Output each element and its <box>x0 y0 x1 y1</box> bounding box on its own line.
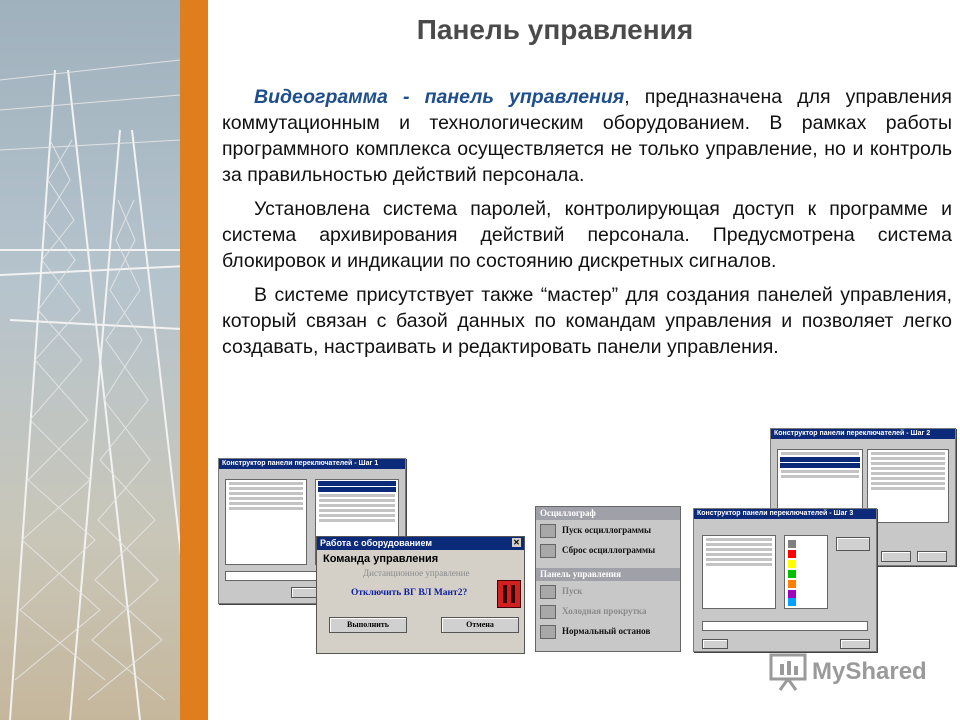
equipment-dialog-title: Работа с оборудованием ✕ <box>317 537 524 550</box>
equipment-dialog <box>316 536 525 654</box>
oscillograph-reset-row[interactable]: Сброс осциллограммы <box>536 540 680 560</box>
wizard-step2-back-button[interactable] <box>881 551 911 562</box>
wizard-step3-color-list[interactable] <box>784 535 828 609</box>
wizard-step2-next-button[interactable] <box>917 551 947 562</box>
start-button[interactable] <box>540 585 556 599</box>
presentation-icon <box>768 652 808 692</box>
wizard-step1-title: Конструктор панели переключателей - Шаг 1 <box>219 459 405 469</box>
oscillograph-start-button[interactable] <box>540 524 556 538</box>
control-mode-label: Дистанционное управление <box>363 568 470 578</box>
wizard-step3-window <box>693 508 877 652</box>
breaker-indicator[interactable] <box>497 580 521 608</box>
wizard-step1-tree[interactable] <box>225 479 307 565</box>
oscillograph-reset-button[interactable] <box>540 544 556 558</box>
wizard-step3-title: Конструктор панели переключателей - Шаг 3 <box>694 509 876 519</box>
wizard-step3-apply-button[interactable] <box>836 537 870 551</box>
wizard-step2-title: Конструктор панели переключателей - Шаг 2 <box>771 429 955 439</box>
cold-crank-button[interactable] <box>540 605 556 619</box>
paragraph-1-text: , предназначена для управления коммутационным и технологическим оборудованием. В рамках работы программного комплекса осуществляется не только управление, но и контроль за правильностью действий персонала. <box>222 86 952 186</box>
disconnect-question: Отключить ВГ ВЛ Мант2? <box>351 588 468 598</box>
logo-text: MyShared <box>812 658 927 685</box>
wizard-step2-right-list[interactable] <box>867 449 949 523</box>
cold-crank-row[interactable]: Холодная прокрутка <box>536 601 680 621</box>
wizard-step3-finish-button[interactable] <box>840 639 870 649</box>
oscillograph-title: Осциллограф <box>536 507 680 520</box>
myshared-logo <box>768 652 927 692</box>
normal-stop-button[interactable] <box>540 625 556 639</box>
paragraph-3: В системе присутствует также “мастер” для создания панелей управления, который связан с базой данных по командам управления и позволяет легко создавать, настраивать и редактировать панели управления. <box>222 284 952 358</box>
paragraph-2: Установлена система паролей, контролирующая доступ к программе и система архивирования действий персонала. Предусмотрена система блокировок и индикации по состоянию дискретных сигналов. <box>222 198 952 272</box>
slide-body <box>222 84 952 368</box>
accent-bar <box>180 0 208 720</box>
close-icon[interactable]: ✕ <box>513 538 520 547</box>
paragraph-1 <box>222 84 952 188</box>
page-title: Панель управления <box>416 14 694 45</box>
cancel-button[interactable]: Отмена <box>441 617 519 633</box>
wizard-step3-help-button[interactable] <box>702 639 728 649</box>
tower-photo <box>0 0 208 720</box>
wizard-step3-tree[interactable] <box>702 535 776 609</box>
oscillograph-panel <box>535 506 681 652</box>
normal-stop-row[interactable]: Нормальный останов <box>536 621 680 641</box>
oscillograph-start-row[interactable]: Пуск осциллограммы <box>536 520 680 540</box>
wizard-step3-name-field[interactable] <box>702 621 868 631</box>
start-row[interactable]: Пуск <box>536 581 680 601</box>
control-panel-title: Панель управления <box>536 568 680 581</box>
command-group-label: Команда управления <box>323 553 439 565</box>
execute-button[interactable]: Выполнить <box>329 617 407 633</box>
videogram-term: Видеограмма - панель управления <box>254 86 625 108</box>
wizard-step2-left-list[interactable] <box>777 449 863 511</box>
